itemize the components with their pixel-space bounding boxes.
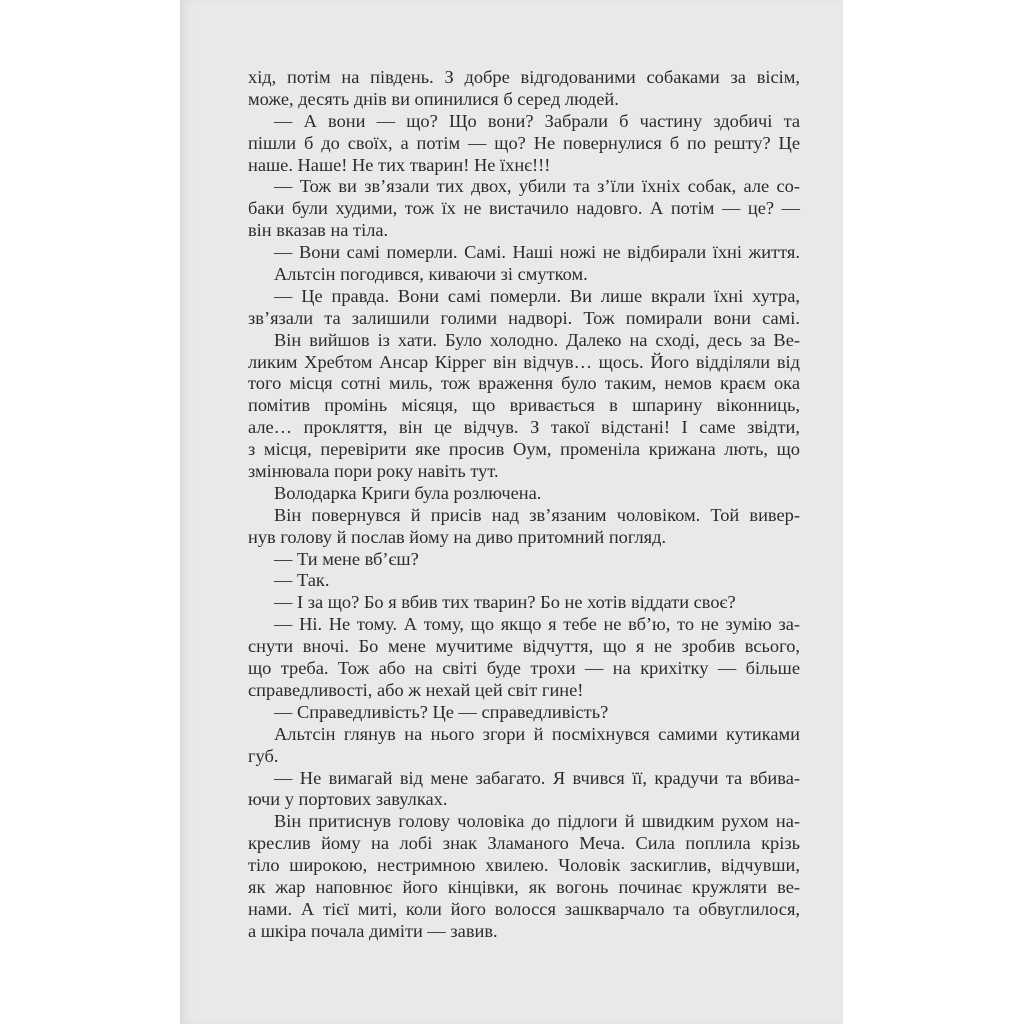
text-line: Він притиснув голову чоловіка до підлоги й швидким рухом на-: [274, 811, 800, 832]
text-line: зв’язали та залишили голими надворі. Тож помирали вони самі.: [248, 307, 800, 328]
text-line: як жар наповнює його кінцівки, як вогонь починає кружляти ве-: [248, 876, 800, 897]
text-line: Альтсін погодився, киваючи зі смутком.: [274, 264, 588, 285]
text-line: — Вони самі померли. Самі. Наші ножі не відбирали їхні життя.: [274, 242, 800, 263]
text-line: тіло широкою, нестримною хвилею. Чоловік заскиглив, відчувши,: [248, 855, 800, 876]
text-line: нами. А тієї миті, коли його волосся зашкварчало та обвуглилося,: [248, 898, 800, 919]
text-line: може, десять днів ви опинилися б серед людей.: [248, 88, 619, 109]
text-line: пішли б до своїх, а потім — що? Не повернулися б по решту? Це: [248, 132, 800, 153]
text-line: змінювала пори року навіть тут.: [248, 461, 499, 482]
text-line: з місця, перевірити яке просив Оум, променіла крижана лють, що: [248, 439, 800, 460]
book-page: [180, 0, 843, 1024]
text-line: — Ти мене вб’єш?: [274, 548, 419, 569]
text-line: Альтсін глянув на нього згори й посміхнувся самими кутиками: [274, 723, 800, 744]
text-line: справедливості, або ж нехай цей світ гине!: [248, 679, 584, 700]
text-line: — І за що? Бо я вбив тих тварин? Бо не хотів віддати своє?: [274, 592, 736, 613]
text-line: нув голову й послав йому на диво притомний погляд.: [248, 526, 667, 547]
text-line: того місця сотні миль, тож враження було таким, немов краєм ока: [248, 373, 800, 394]
text-line: баки були худими, тож їх не вистачило надовго. А потім — це? —: [248, 198, 800, 219]
text-line: — А вони — що? Що вони? Забрали б частину здобичі та: [274, 110, 800, 131]
text-line: а шкіра почала диміти — завив.: [248, 920, 498, 941]
text-line: хід, потім на південь. З добре відгодованими собаками за вісім,: [248, 67, 800, 87]
text-line: губ.: [248, 745, 279, 766]
text-line: помітив промінь місяця, що вривається в шпарину віконниць,: [248, 395, 800, 416]
text-line: Володарка Криги була розлючена.: [274, 482, 542, 503]
text-line: Він вийшов із хати. Було холодно. Далеко на сході, десь за Ве-: [274, 329, 800, 350]
text-line: наше. Наше! Не тих тварин! Не їхнє!!!: [248, 154, 551, 175]
text-line: — Ні. Не тому. А тому, що якщо я тебе не вб’ю, то не зумію за-: [274, 614, 800, 635]
text-line: Він повернувся й присів над зв’язаним чоловіком. Той вивер-: [274, 504, 800, 525]
text-line: що треба. Тож або на світі буде трохи — на крихітку — більше: [248, 658, 800, 679]
text-line: — Так.: [274, 570, 330, 591]
text-line: креслив йому на лобі знак Зламаного Меча. Сила поплила крізь: [248, 833, 800, 854]
text-line: — Тож ви зв’язали тих двох, убили та з’їли їхніх собак, але со-: [274, 176, 800, 197]
text-line: ликим Хребтом Ансар Кіррег він відчув… щось. Його відділяли від: [248, 351, 800, 372]
page-body-text: [248, 67, 800, 943]
text-line: — Це правда. Вони самі померли. Ви лише вкрали їхні хутра,: [274, 285, 800, 306]
text-line: ючи у портових завулках.: [248, 789, 448, 810]
text-line: снути вночі. Бо мене мучитиме відчуття, що я не зробив всього,: [248, 636, 800, 657]
text-line: але… прокляття, він це відчув. З такої відстані! І саме звідти,: [248, 417, 800, 438]
text-line: він вказав на тіла.: [248, 220, 389, 241]
text-line: — Не вимагай від мене забагато. Я вчився її, крадучи та вбива-: [274, 767, 800, 788]
text-line: — Справедливість? Це — справедливість?: [274, 701, 609, 722]
